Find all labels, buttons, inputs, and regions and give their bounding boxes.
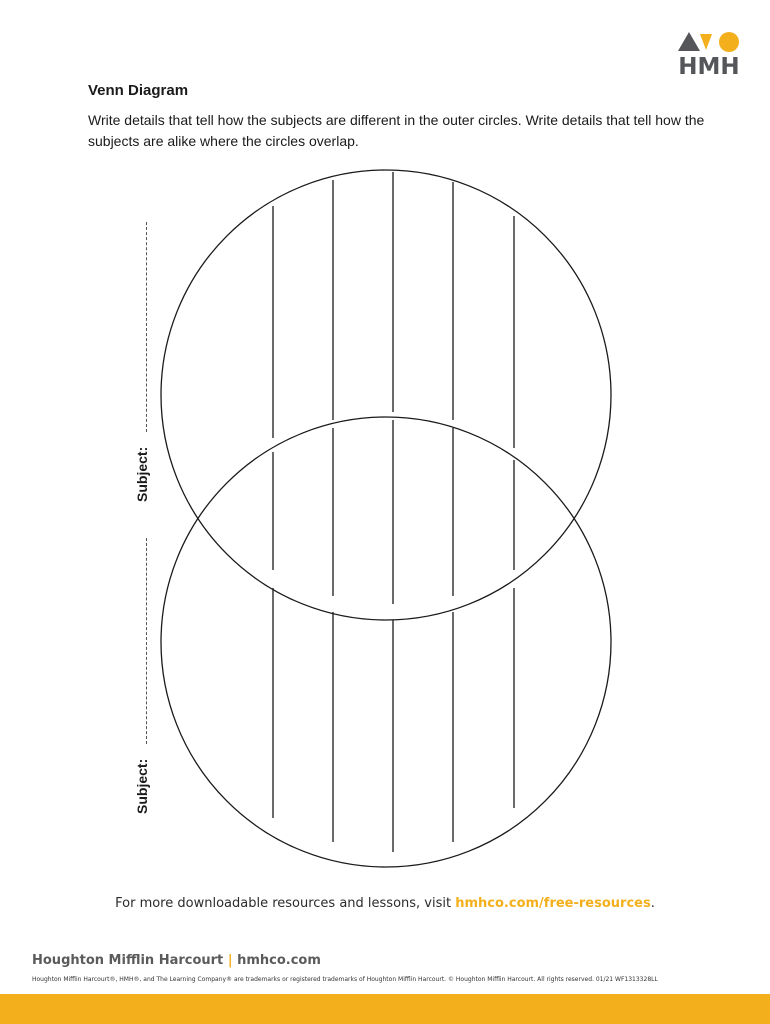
venn-circle-bottom: [161, 417, 611, 867]
footer-visit-text: [0, 896, 770, 911]
instructions-text: Write details that tell how the subjects are different in the outer circles. Write details that tell how the subjects are alike where the circles overlap.: [88, 112, 705, 149]
subject-line-bottom[interactable]: [146, 538, 147, 744]
brand-separator: |: [227, 953, 233, 968]
subject-line-top[interactable]: [146, 222, 147, 432]
brand-line: [32, 953, 321, 968]
visit-text: For more downloadable resources and lessons, visit: [115, 896, 456, 911]
subject-label-bottom: Subject:: [134, 758, 150, 814]
bottom-accent-bar: [0, 994, 770, 1024]
logo-text: HMH: [678, 54, 740, 80]
venn-circle-top: [161, 170, 611, 620]
legal-text: Houghton Mifflin Harcourt®, HMH®, and The Learning Company® are trademarks or registered trademarks of Houghton Mifflin Harcourt. © Houghton Mifflin Harcourt. All rights reserved. 01/21 WF1313328LL: [32, 976, 658, 983]
page-title: Venn Diagram: [88, 82, 189, 99]
writing-lines: [273, 172, 514, 852]
visit-end: .: [650, 896, 655, 911]
brand-site-link[interactable]: hmhco.com: [237, 953, 321, 968]
free-resources-link[interactable]: hmhco.com/free-resources: [455, 896, 651, 911]
subject-label-top: Subject:: [134, 446, 150, 502]
brand-name: Houghton Mifflin Harcourt: [32, 953, 224, 968]
